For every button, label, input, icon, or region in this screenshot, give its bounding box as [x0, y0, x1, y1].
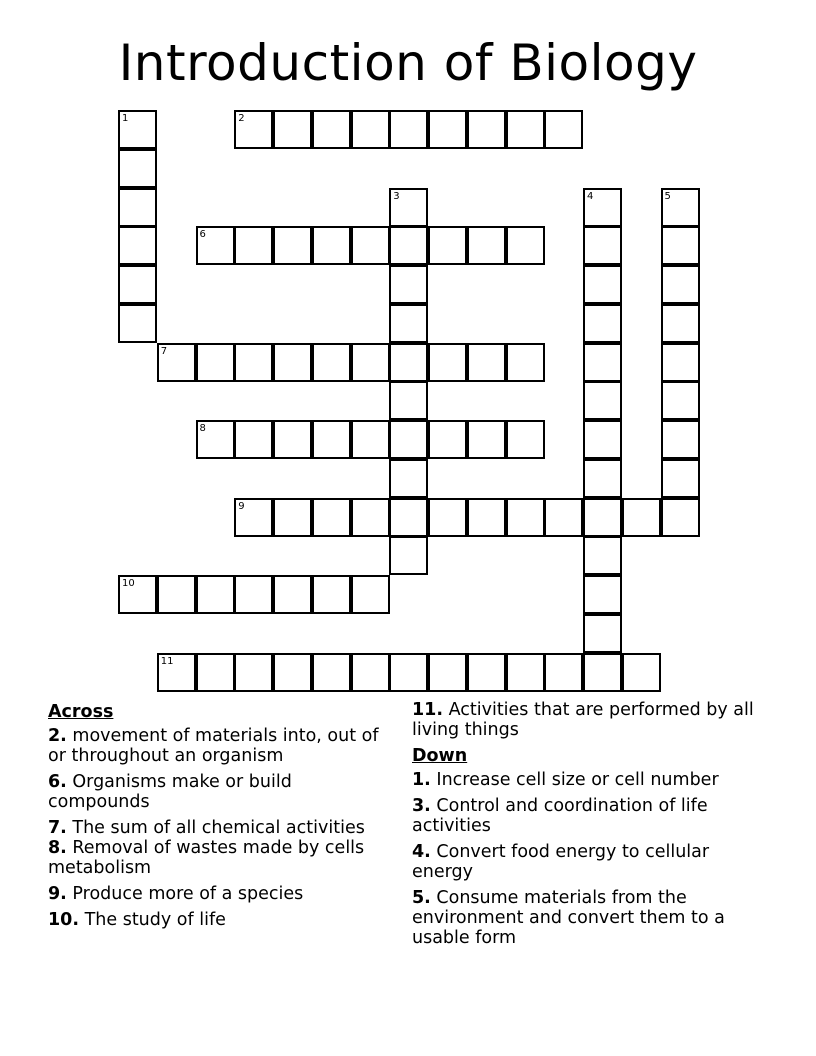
across-heading: Across [48, 702, 114, 722]
clue-number-label: 6 [199, 229, 206, 241]
grid-cell[interactable] [234, 343, 273, 382]
clues-left-column [48, 700, 393, 936]
clue-number: 5. [412, 888, 431, 908]
grid-cell[interactable] [234, 110, 273, 149]
grid-cell[interactable] [583, 498, 622, 537]
grid-cell[interactable] [389, 459, 428, 498]
grid-cell[interactable] [118, 226, 157, 265]
puzzle-title: Introduction of Biology [118, 34, 698, 92]
grid-cell[interactable] [661, 381, 700, 420]
clue-number: 3. [412, 796, 431, 816]
clue-number: 2. [48, 726, 67, 746]
grid-cell[interactable] [467, 420, 506, 459]
clue-text: Produce more of a species [72, 884, 304, 904]
grid-cell[interactable] [583, 343, 622, 382]
grid-cell[interactable] [506, 226, 545, 265]
grid-cell[interactable] [661, 343, 700, 382]
clue-text: Removal of wastes made by cells metabolism [48, 838, 365, 878]
clue-text: Organisms make or build compounds [48, 772, 292, 812]
grid-cell[interactable] [351, 575, 390, 614]
grid-cell[interactable] [234, 226, 273, 265]
grid-cell[interactable] [583, 265, 622, 304]
across-clue-8 [48, 838, 393, 878]
grid-cell[interactable] [389, 265, 428, 304]
clue-number-label: 2 [238, 113, 245, 124]
grid-cell[interactable] [389, 420, 428, 459]
grid-cell[interactable] [312, 420, 351, 459]
across-clue-11 [412, 700, 757, 740]
grid-cell[interactable] [428, 498, 467, 537]
grid-cell[interactable] [351, 498, 390, 537]
clue-text: Activities that are performed by all living things [412, 700, 754, 740]
grid-cell[interactable] [157, 575, 196, 614]
grid-cell[interactable] [389, 536, 428, 575]
clue-text: Consume materials from the environment and convert them to a usable form [412, 888, 725, 948]
grid-cell[interactable] [583, 653, 622, 692]
grid-cell[interactable] [196, 420, 235, 459]
clue-number-label: 9 [238, 500, 245, 512]
clue-text: The study of life [84, 910, 226, 930]
grid-cell[interactable] [506, 420, 545, 459]
grid-cell[interactable] [389, 304, 428, 343]
grid-cell[interactable] [273, 575, 312, 614]
grid-cell[interactable] [544, 110, 583, 149]
grid-cell[interactable] [661, 188, 700, 227]
grid-cell[interactable] [583, 420, 622, 459]
grid-cell[interactable] [467, 226, 506, 265]
grid-cell[interactable] [583, 304, 622, 343]
clue-text: The sum of all chemical activities [72, 818, 365, 838]
clue-number: 9. [48, 884, 67, 904]
down-clue-4 [412, 842, 757, 882]
grid-cell[interactable] [389, 226, 428, 265]
across-clue-9 [48, 884, 393, 904]
grid-cell[interactable] [467, 498, 506, 537]
grid-cell[interactable] [389, 343, 428, 382]
grid-cell[interactable] [428, 420, 467, 459]
grid-cell[interactable] [312, 575, 351, 614]
grid-cell[interactable] [118, 575, 157, 614]
clue-number: 8. [48, 838, 67, 858]
grid-cell[interactable] [118, 149, 157, 188]
clue-number: 1. [412, 770, 431, 790]
grid-cell[interactable] [661, 226, 700, 265]
grid-cell[interactable] [351, 343, 390, 382]
grid-cell[interactable] [196, 575, 235, 614]
down-clue-3 [412, 796, 757, 836]
grid-cell[interactable] [196, 653, 235, 692]
across-clue-7 [48, 818, 393, 838]
grid-cell[interactable] [312, 110, 351, 149]
grid-cell[interactable] [234, 653, 273, 692]
clue-number-label: 7 [160, 345, 168, 357]
grid-cell[interactable] [351, 110, 390, 149]
grid-cell[interactable] [544, 653, 583, 692]
grid-cell[interactable] [467, 110, 506, 149]
grid-cell[interactable] [583, 188, 622, 227]
grid-cell[interactable] [661, 459, 700, 498]
grid-cell[interactable] [234, 575, 273, 614]
grid-cell[interactable] [583, 536, 622, 575]
grid-cell[interactable] [118, 304, 157, 343]
grid-cell[interactable] [622, 498, 661, 537]
grid-cell[interactable] [196, 343, 235, 382]
grid-cell[interactable] [157, 343, 196, 382]
grid-cell[interactable] [583, 575, 622, 614]
grid-cell[interactable] [234, 420, 273, 459]
grid-cell[interactable] [312, 498, 351, 537]
grid-cell[interactable] [506, 343, 545, 382]
down-clue-5 [412, 888, 757, 948]
grid-cell[interactable] [583, 459, 622, 498]
grid-cell[interactable] [273, 226, 312, 265]
grid-cell[interactable] [118, 110, 157, 149]
grid-cell[interactable] [389, 498, 428, 537]
grid-cell[interactable] [622, 653, 661, 692]
grid-cell[interactable] [351, 226, 390, 265]
grid-cell[interactable] [118, 265, 157, 304]
clue-number-label: 1 [122, 113, 129, 124]
grid-cell[interactable] [661, 420, 700, 459]
grid-cell[interactable] [234, 498, 273, 537]
grid-cell[interactable] [312, 343, 351, 382]
clues-right-column [412, 700, 757, 954]
clue-number-label: 11 [160, 655, 174, 667]
clue-number: 11. [412, 700, 444, 720]
grid-cell[interactable] [506, 498, 545, 537]
down-heading: Down [412, 746, 468, 766]
grid-cell[interactable] [273, 653, 312, 692]
grid-cell[interactable] [273, 343, 312, 382]
clue-number-label: 5 [664, 190, 671, 202]
grid-cell[interactable] [583, 226, 622, 265]
clue-number-label: 8 [199, 423, 206, 434]
clue-text: Control and coordination of life activities [412, 796, 708, 836]
across-clue-2 [48, 726, 393, 766]
grid-cell[interactable] [351, 653, 390, 692]
grid-cell[interactable] [389, 188, 428, 227]
grid-cell[interactable] [389, 381, 428, 420]
grid-cell[interactable] [428, 343, 467, 382]
clue-number: 6. [48, 772, 67, 792]
grid-cell[interactable] [389, 653, 428, 692]
grid-cell[interactable] [506, 653, 545, 692]
grid-cell[interactable] [661, 265, 700, 304]
clue-number: 4. [412, 842, 431, 862]
grid-cell[interactable] [467, 653, 506, 692]
grid-cell[interactable] [312, 226, 351, 265]
clue-text: movement of materials into, out of or throughout an organism [48, 726, 379, 766]
grid-cell[interactable] [661, 498, 700, 537]
down-clue-1 [412, 770, 757, 790]
clue-text: Increase cell size or cell number [436, 770, 719, 790]
grid-cell[interactable] [428, 110, 467, 149]
clue-number: 7. [48, 818, 67, 838]
across-clue-6 [48, 772, 393, 812]
grid-cell[interactable] [312, 653, 351, 692]
grid-cell[interactable] [428, 226, 467, 265]
grid-cell[interactable] [118, 188, 157, 227]
grid-cell[interactable] [389, 110, 428, 149]
grid-cell[interactable] [273, 498, 312, 537]
grid-cell[interactable] [661, 304, 700, 343]
across-clue-10 [48, 910, 393, 930]
grid-cell[interactable] [428, 653, 467, 692]
grid-cell[interactable] [544, 498, 583, 537]
clue-number-label: 3 [393, 190, 400, 202]
grid-cell[interactable] [273, 110, 312, 149]
grid-cell[interactable] [467, 343, 506, 382]
grid-cell[interactable] [157, 653, 196, 692]
grid-cell[interactable] [351, 420, 390, 459]
clue-number: 10. [48, 910, 80, 930]
grid-cell[interactable] [196, 226, 235, 265]
clue-number-label: 4 [587, 190, 594, 202]
grid-cell[interactable] [583, 614, 622, 653]
clue-number-label: 10 [122, 578, 135, 589]
grid-cell[interactable] [583, 381, 622, 420]
grid-cell[interactable] [273, 420, 312, 459]
grid-cell[interactable] [506, 110, 545, 149]
clue-text: Convert food energy to cellular energy [412, 842, 710, 882]
